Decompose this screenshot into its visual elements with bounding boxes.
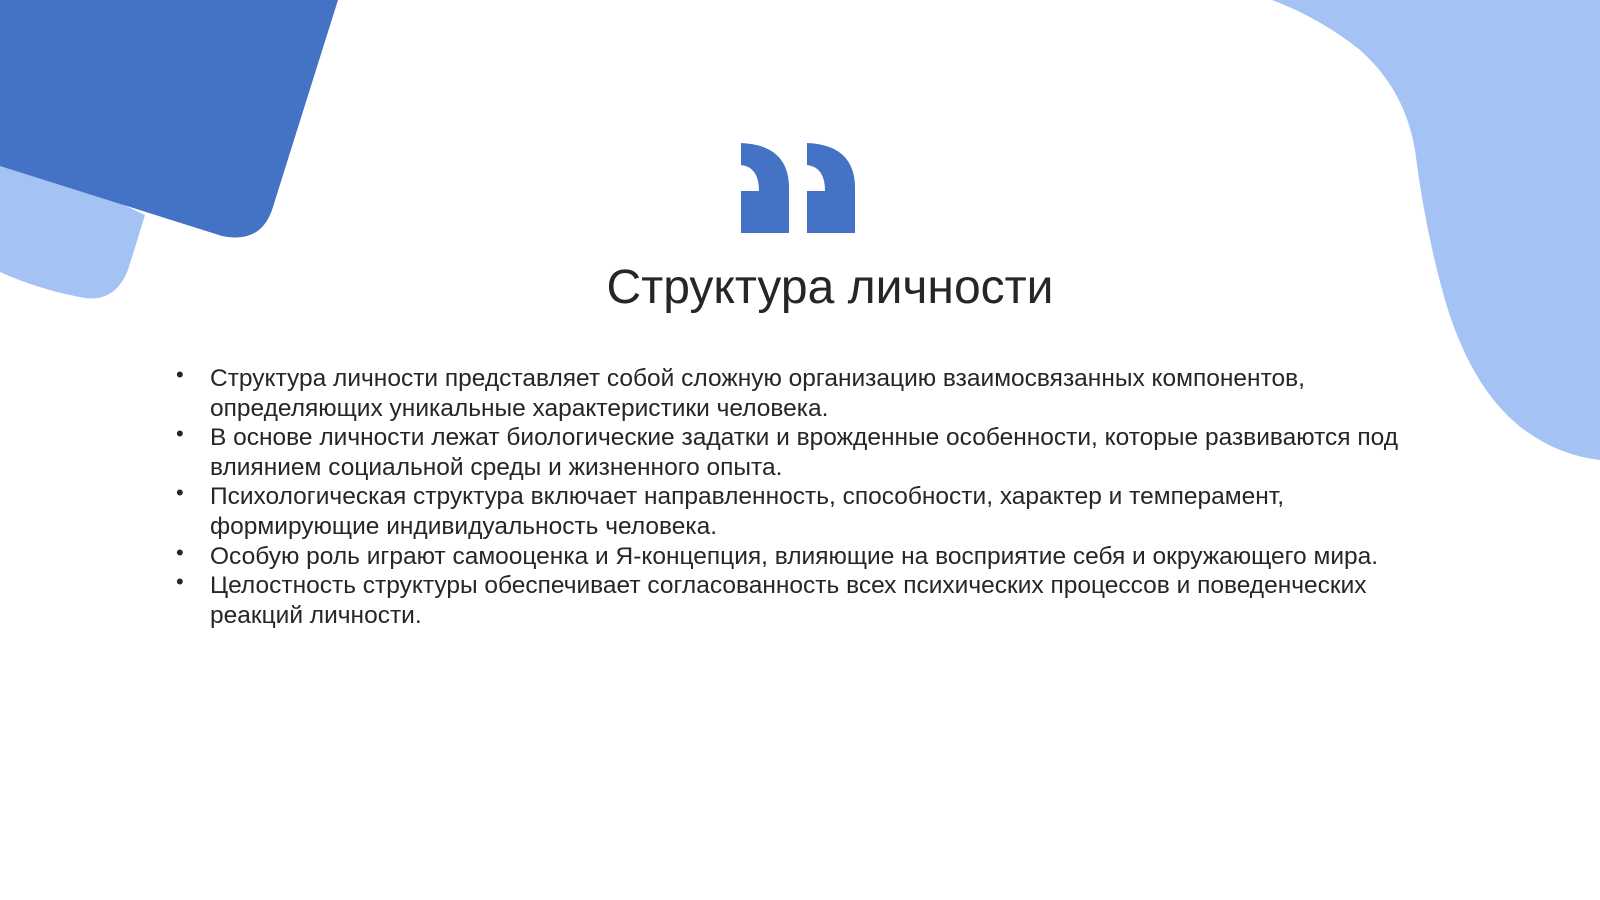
bullet-dot: • (176, 362, 184, 387)
bullet-dot: • (176, 421, 184, 447)
bullet-dot: • (176, 480, 184, 506)
bullet-item (176, 482, 1436, 541)
bullet-item (176, 571, 1436, 630)
bullet-text: Целостность структуры обеспечивает согласованность всех психических процессов и поведенческих реакций личности. (210, 572, 1367, 629)
bullet-dot: • (176, 569, 184, 595)
bullet-item (176, 539, 1436, 572)
bullet-item (176, 423, 1436, 482)
bullet-dot: • (176, 539, 184, 565)
bullet-item (176, 364, 1436, 423)
bullet-list (176, 364, 1436, 630)
bullet-text: Особую роль играют самооценка и Я-концепция, влияющие на восприятие себя и окружающего мира. (210, 542, 1379, 570)
bullet-text: В основе личности лежат биологические задатки и врожденные особенности, которые развиваются под влиянием социальной среды и жизненного опыта. (210, 424, 1399, 481)
bullet-text: Психологическая структура включает направленность, способности, характер и темперамент, формирующие индивидуальность человека. (210, 483, 1285, 540)
closing-quote-icon (741, 143, 857, 233)
slide-title: Структура личности (606, 261, 1054, 314)
bullet-text: Структура личности представляет собой сложную организацию взаимосвязанных компонентов, определяющих уникальные характеристики человека. (210, 365, 1305, 422)
